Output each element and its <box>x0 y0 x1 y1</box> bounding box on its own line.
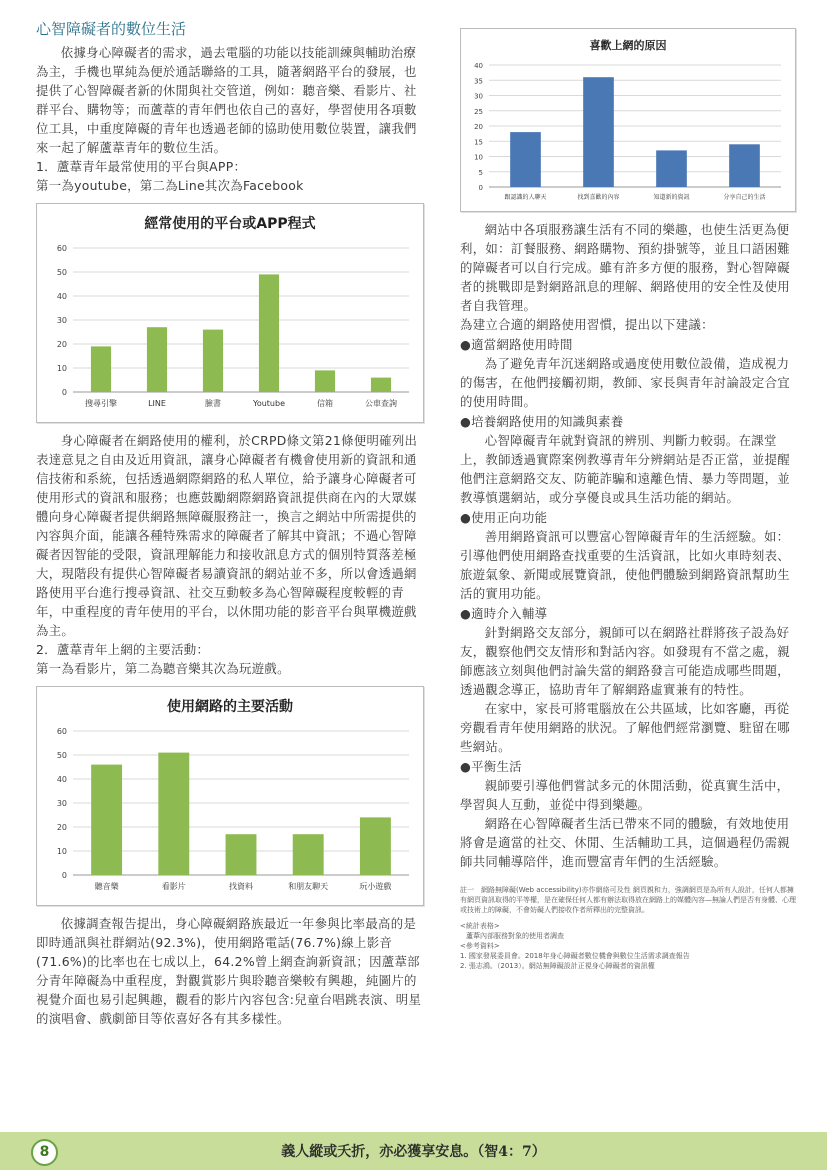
y-tick-label: 60 <box>56 727 67 736</box>
bullet-guidance-title: ●適時介入輔導 <box>460 606 548 621</box>
page-footer <box>0 1132 827 1170</box>
point2-title: 2．蘆葦青年上網的主要活動： <box>36 642 210 657</box>
y-tick-label: 30 <box>56 799 67 808</box>
bar-2 <box>158 753 189 875</box>
bullet-balance-body-2: 網路在心智障礙者生活已帶來不同的體驗，有效地使用將會是適當的社交、休閒、生活輔助工具，這個過程仍需親師共同輔導陪伴，進而豐富青年們的生活經驗。 <box>460 816 790 869</box>
chart-reasons-svg <box>461 29 795 211</box>
y-tick-label: 15 <box>474 138 483 147</box>
footnote-ref-1: 1. 國家發展委員會。2018年身心障礙者數位機會與數位生活需求調查報告 <box>460 952 690 960</box>
services-paragraph: 網站中各項服務讓生活有不同的樂趣，也使生活更為便利，如：訂餐服務、網路購物、預約掛號等，並且口語困難的障礙者可以自行完成。雖有許多方便的服務，對心智障礙者的挑戰即是對網路訊息的理解、網路使用的安全性及使用者自我管理。 <box>460 222 790 313</box>
chart-title: 喜歡上網的原因 <box>589 39 667 52</box>
category-label: 玩小遊戲 <box>359 882 392 891</box>
footnote-stats-source: 蘆葦內部服務對象的使用者調查 <box>466 932 564 940</box>
bar-5 <box>360 817 391 875</box>
category-label: LINE <box>148 399 166 408</box>
bar-5 <box>315 370 335 392</box>
bar-3 <box>656 150 687 187</box>
chart-title: 使用網路的主要活動 <box>167 699 293 715</box>
left-column <box>36 18 424 1028</box>
bar-2 <box>147 327 167 392</box>
intro-paragraph: 依據身心障礙者的需求，過去電腦的功能以技能訓練與輔助治療為主，手機也單純為便於通話聯絡的工具，隨著網路平台的發展，也提供了心智障礙者新的休閒與社交管道，例如：聽音樂、看影片、社群平台、購物等；而蘆葦的青年們也依自己的喜好，學習使用各項數位工具，中重度障礙的青年也透過老師的協助使用數位裝置，讓我們來一起了解蘆葦青年的數位生活。 <box>36 45 417 155</box>
bullet-positive-body: 善用網路資訊可以豐富心智障礙青年的生活經驗。如：引導他們使用網路查找重要的生活資訊，比如火車時刻表、旅遊氣象、新聞或展覽資訊，使他們體驗到網路資訊幫助生活的實用功能。 <box>460 529 790 601</box>
bullet-usage-time-body: 為了避免青年沉迷網路或過度使用數位設備，造成視力的傷害，在他們接觸初期，教師、家長與青年討論設定合宜的使用時間。 <box>460 356 790 409</box>
footnote-stats-label: <統計表格> <box>460 922 500 930</box>
bullet-guidance-body-1: 針對網路交友部分，親師可以在網路社群將孩子設為好友，觀察他們交友情形和對話內容。如發現有不當之處，親師應該立刻與他們討論失當的網路發言可能造成哪些問題，透過觀念導正，協助青年了解網路虛實兼有的特性。 <box>460 625 790 697</box>
advice-intro: 為建立合適的網路使用習慣，提出以下建議： <box>460 317 714 332</box>
category-label: 和朋友聊天 <box>288 882 329 891</box>
y-tick-label: 60 <box>56 244 67 253</box>
survey-paragraph: 依據調查報告提出，身心障礙網路族最近一年參與比率最高的是即時通訊與社群網站(92.3%)，使用網路電話(76.7%)線上影音(71.6%)的比率也在七成以上，64.2%曾上網查詢新資訊；因蘆葦部分青年障礙為中重程度，對觀賞影片與聆聽音樂較有興趣，純圖片的視覺介面也易引起興趣，觀看的影片內容包含:兒童台唱跳表演、明星的演唱會、戲劇節目等依喜好各有其多樣性。 <box>36 916 422 1026</box>
point1-title: 1．蘆葦青年最常使用的平台與APP： <box>36 159 247 174</box>
bar-1 <box>91 765 122 875</box>
y-tick-label: 0 <box>61 388 67 397</box>
category-label: 信箱 <box>317 399 333 408</box>
y-tick-label: 50 <box>56 268 67 277</box>
chart-activities <box>36 686 424 906</box>
point1-body: 第一為youtube，第二為Line其次為Facebook <box>36 178 304 193</box>
y-tick-label: 30 <box>474 92 483 101</box>
category-label: 知道新的資訊 <box>653 194 690 201</box>
category-label: 聽音樂 <box>94 882 119 891</box>
y-tick-label: 0 <box>478 184 483 192</box>
bar-4 <box>293 834 324 875</box>
bar-2 <box>583 77 614 187</box>
bullet-literacy-title: ●培養網路使用的知識與素養 <box>460 414 624 429</box>
bullet-usage-time-title: ●適當網路使用時間 <box>460 337 573 352</box>
point2-body: 第一為看影片，第二為聽音樂其次為玩遊戲。 <box>36 661 290 676</box>
bar-6 <box>371 378 391 392</box>
chart-platforms-svg <box>37 204 423 422</box>
y-tick-label: 35 <box>474 77 483 86</box>
chart-activities-svg <box>37 687 423 905</box>
crpd-paragraph: 身心障礙者在網路使用的權利，於CRPD條文第21條便明確列出表達意見之自由及近用資訊，讓身心障礙者有機會使用新的資訊和通信技術和系統，包括透過網際網路的私人單位，給予讓身心障礙者可使用形式的資訊和服務；也應鼓勵網際網路資訊提供商在內的大眾媒體向身心障礙者提供網路無障礙服務註一，換言之網站中所需提供的內容與介面，能讓各種特殊需求的障礙者了解其中資訊；不過心智障礙者因智能的受限，資訊理解能力和接收訊息方式的個別特質落差極大，現階段有提供心智障礙者易讀資訊的網站並不多，所以會透過網路使用平台進行搜尋資訊、社交互動較多為心智障礙程度較輕的青年，中重程度的青年使用的平台，以休閒功能的影音平台與單機遊戲為主。 <box>36 433 418 638</box>
category-label: 跟認識的人聊天 <box>504 194 547 201</box>
category-label: 找資料 <box>229 882 253 891</box>
category-label: 公車查詢 <box>365 399 397 408</box>
y-tick-label: 40 <box>474 62 483 70</box>
chart-title: 經常使用的平台或APP程式 <box>144 216 316 232</box>
article-title: 心智障礙者的數位生活 <box>36 20 187 38</box>
right-column <box>460 28 796 971</box>
footnote-refs-label: <參考資料> <box>460 942 500 950</box>
category-label: 看影片 <box>161 882 186 891</box>
footnote-ref-2: 2. 張志鴻。（2013）。網站無障礙設計正視身心障礙者的資訊權 <box>460 962 655 970</box>
y-tick-label: 40 <box>56 775 67 784</box>
page-number: 8 <box>31 1139 58 1166</box>
chart-platforms <box>36 203 424 423</box>
footer-verse: 義人縱或夭折，亦必獲享安息。（智4：7） <box>281 1144 546 1160</box>
y-tick-label: 50 <box>56 751 67 760</box>
category-label: 臉書 <box>205 399 221 408</box>
y-tick-label: 5 <box>478 168 483 177</box>
bullet-guidance-body-2: 在家中，家長可將電腦放在公共區域，比如客廳，再從旁觀看青年使用網路的狀況。了解他們經常瀏覽、駐留在哪些網站。 <box>460 701 790 754</box>
bar-3 <box>203 330 223 392</box>
y-tick-label: 0 <box>61 871 67 880</box>
y-tick-label: 20 <box>56 823 67 832</box>
y-tick-label: 20 <box>474 123 483 131</box>
bullet-balance-title: ●平衡生活 <box>460 759 522 774</box>
footnote-1: 註一 網路無障礙(Web accessibility)亦作網絡可及性 網頁親和力，強調網頁是為所有人設計，任何人都擁有網頁資訊取得的平等權，是在確保任何人都有辦法取得放在網路上的媒體內容—無論人們是否有身體、心理或技術上的障礙，不會妨礙人們接收作者所釋出的完整資訊。 <box>460 886 796 914</box>
footnotes <box>460 885 796 971</box>
bullet-balance-body-1: 親師要引導他們嘗試多元的休閒活動，從真實生活中，學習與人互動，並從中得到樂趣。 <box>460 778 790 812</box>
y-tick-label: 20 <box>56 340 67 349</box>
bar-1 <box>510 132 541 187</box>
category-label: 搜尋引擎 <box>85 399 117 408</box>
chart-reasons <box>460 28 796 212</box>
bullet-literacy-body: 心智障礙青年就對資訊的辨別、判斷力較弱。在課堂上，教師透過實際案例教導青年分辨網站是否正當，並提醒他們注意網路交友、防範詐騙和遠離色情、暴力等問題，並教導慎選網站，或分享優良或具生活功能的網站。 <box>460 433 790 505</box>
bullet-positive-title: ●使用正向功能 <box>460 510 548 525</box>
y-tick-label: 10 <box>56 364 67 373</box>
bar-3 <box>226 834 257 875</box>
bar-1 <box>91 346 111 392</box>
y-tick-label: 10 <box>474 153 483 162</box>
category-label: Youtube <box>253 399 285 408</box>
y-tick-label: 30 <box>56 316 67 325</box>
bar-4 <box>729 144 760 187</box>
category-label: 分享自己的生活 <box>723 194 766 201</box>
category-label: 找到喜歡的內容 <box>577 194 620 201</box>
bar-4 <box>259 274 279 392</box>
y-tick-label: 40 <box>56 292 67 301</box>
y-tick-label: 25 <box>474 107 483 116</box>
y-tick-label: 10 <box>56 847 67 856</box>
